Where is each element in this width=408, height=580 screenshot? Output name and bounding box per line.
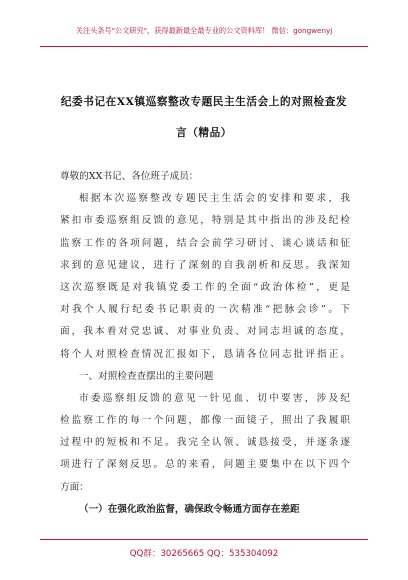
subheading: （一）在强化政治监督，确保政令畅通方面存在差距 [79,503,300,515]
paragraph-1-line: 将个人对照检查情况汇报如下，恳请各位同志批评指正。 [60,348,350,360]
paragraph-2-line: 项进行了深刻反思。总的来看，问题主要集中在以下四个 [60,459,350,471]
salutation: 尊敬的XX书记、各位班子成员： [60,171,199,182]
document-title-line2: 言（精品） [176,127,232,139]
header-banner: 关注头条号"公文研究"，获得最新最全最专业的公文资料库！ 微信：gongwenyj [75,26,333,35]
paragraph-2-line: 检监察工作的每一个问题，都像一面镜子，照出了我履职 [60,415,350,427]
footer-divider [40,539,368,540]
document-title-line1: 纪委书记在XX镇巡察整改专题民主生活会上的对照检查发 [60,96,348,108]
header-divider [40,46,368,47]
footer-contacts: QQ群：30265665 QQ：535304092 [129,549,279,559]
paragraph-1-line: 对我个人履行纪委书记职责的一次精准“把脉会诊”。下 [60,304,350,316]
body-text [60,166,350,521]
paragraph-2-line: 市委巡察组反馈的意见一针见血、切中要害，涉及纪 [79,392,350,404]
section-heading: 一、对照检查查摆出的主要问题 [79,370,214,382]
paragraph-1-line: 监察工作的各项问题，结合会前学习研讨、谈心谈话和征 [60,237,350,249]
paragraph-1-line: 根据本次巡察整改专题民主生活会的安排和要求，我 [79,193,350,205]
paragraph-2-line: 方面： [60,481,89,493]
paragraph-1-line: 紧扣市委巡察组反馈的意见，特别是其中指出的涉及纪检 [60,215,350,227]
paragraph-1-line: 这次巡察既是对我镇党委工作的全面“政治体检”，更是 [60,281,350,293]
paragraph-1-line: 面，我本着对党忠诚、对事业负责、对同志坦诚的态度， [60,326,350,338]
paragraph-2-line: 过程中的短板和不足。我完全认领、诚恳接受，并逐条逐 [60,437,350,449]
paragraph-1-line: 求到的意见建议，进行了深刻的自我剖析和反思。我深知 [60,259,350,271]
